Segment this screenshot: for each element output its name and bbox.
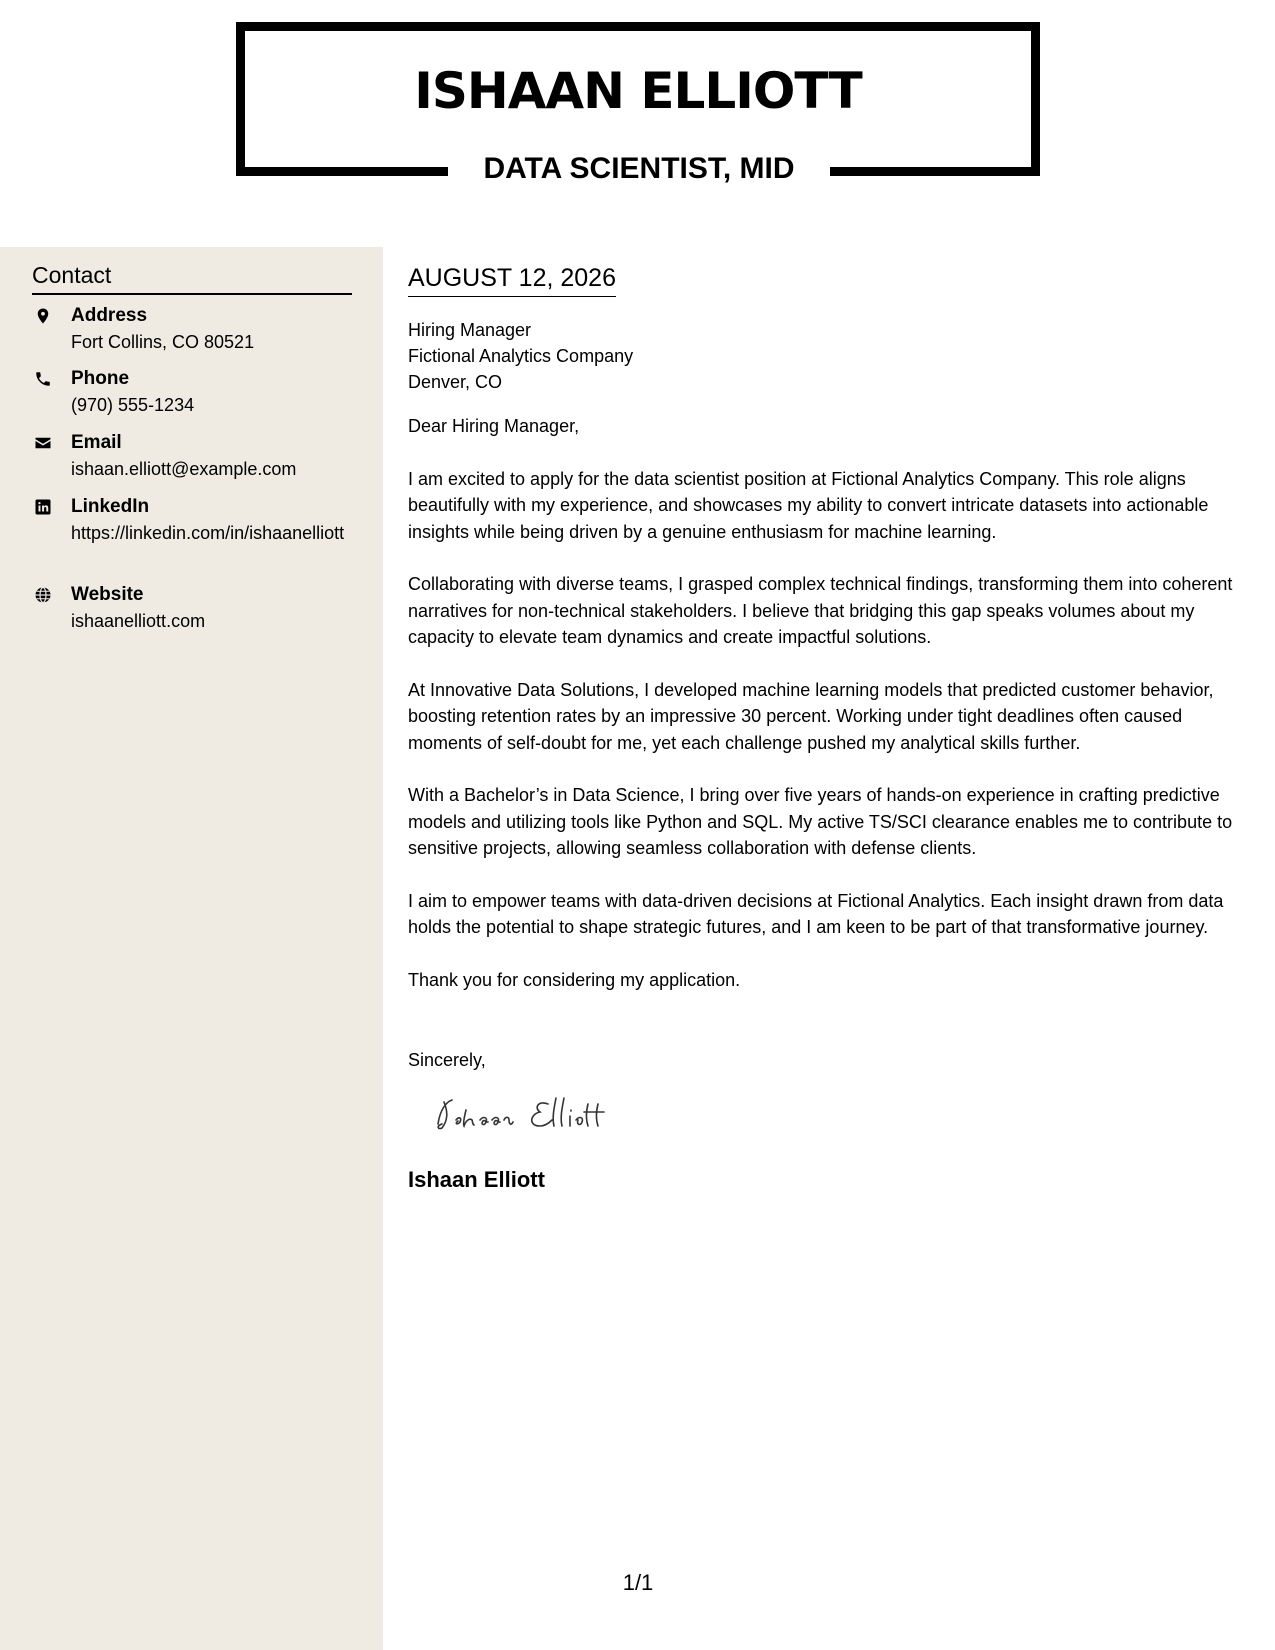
- location-pin-icon: [32, 305, 54, 327]
- letter-body: [408, 262, 1253, 1194]
- sign-off: Sincerely,: [408, 1050, 486, 1070]
- phone-icon: [32, 368, 54, 390]
- envelope-icon: [32, 432, 54, 454]
- email-label: Email: [71, 432, 122, 453]
- phone-label: Phone: [71, 368, 130, 389]
- closing-thanks: Thank you for considering my application.: [408, 969, 741, 990]
- letter-paragraph: I aim to empower teams with data-driven decisions at Fictional Analytics. Each insight drawn from data holds the potential to shape strategic futures, and I am keen to be part of that transformative journey.: [408, 890, 1224, 937]
- salutation: Dear Hiring Manager,: [408, 416, 580, 436]
- letter-paragraph: At Innovative Data Solutions, I developed machine learning models that predicted customer behavior, boosting retention rates by an impressive 30 percent. Working under tight deadlines often caused moments of self-doubt for me, yet each challenge pushed my analytical skills further.: [408, 679, 1214, 753]
- linkedin-value[interactable]: https://linkedin.com/in/ishaanelliott: [71, 523, 345, 543]
- recipient-line: Denver, CO: [408, 372, 503, 392]
- linkedin-icon: [32, 496, 54, 518]
- address-value: Fort Collins, CO 80521: [71, 332, 255, 352]
- globe-icon: [32, 584, 54, 606]
- letter-paragraph: I am excited to apply for the data scientist position at Fictional Analytics Company. This role aligns beautifully with my experience, and showcases my ability to convert intricate datasets into actionable insights while being driven by a genuine enthusiasm for machine learning.: [408, 468, 1209, 542]
- contact-heading: Contact: [32, 262, 352, 295]
- phone-value: (970) 555-1234: [71, 395, 195, 415]
- website-value[interactable]: ishaanelliott.com: [71, 611, 206, 631]
- recipient-block: [408, 317, 1253, 395]
- address-label: Address: [71, 305, 148, 326]
- letter-paragraph: Collaborating with diverse teams, I grasped complex technical findings, transforming them into coherent narratives for non-technical stakeholders. I believe that bridging this gap speaks volumes about my capacity to elevate team dynamics and create impactful solutions.: [408, 574, 1233, 647]
- linkedin-label: LinkedIn: [71, 496, 150, 517]
- signer-name: Ishaan Elliott: [408, 1167, 545, 1192]
- header-frame-rule-right: [830, 167, 1040, 176]
- page-number: 1/1: [622, 1570, 654, 1595]
- handwritten-signature: [430, 1090, 650, 1140]
- letter-paragraph: With a Bachelor’s in Data Science, I bring over five years of hands-on experience in crafting predictive models and utilizing tools like Python and SQL. My active TS/SCI clearance enables me to contribute to sensitive projects, allowing seamless collaboration with defense clients.: [408, 785, 1233, 858]
- letter-date: AUGUST 12, 2026: [408, 262, 616, 297]
- website-label: Website: [71, 584, 144, 605]
- candidate-name: ISHAAN ELLIOTT: [414, 62, 862, 120]
- recipient-line: Fictional Analytics Company: [408, 346, 634, 366]
- recipient-line: Hiring Manager: [408, 320, 532, 340]
- job-title: DATA SCIENTIST, MID: [483, 152, 795, 185]
- header-frame-rule-left: [236, 167, 448, 176]
- email-value[interactable]: ishaan.elliott@example.com: [71, 459, 297, 479]
